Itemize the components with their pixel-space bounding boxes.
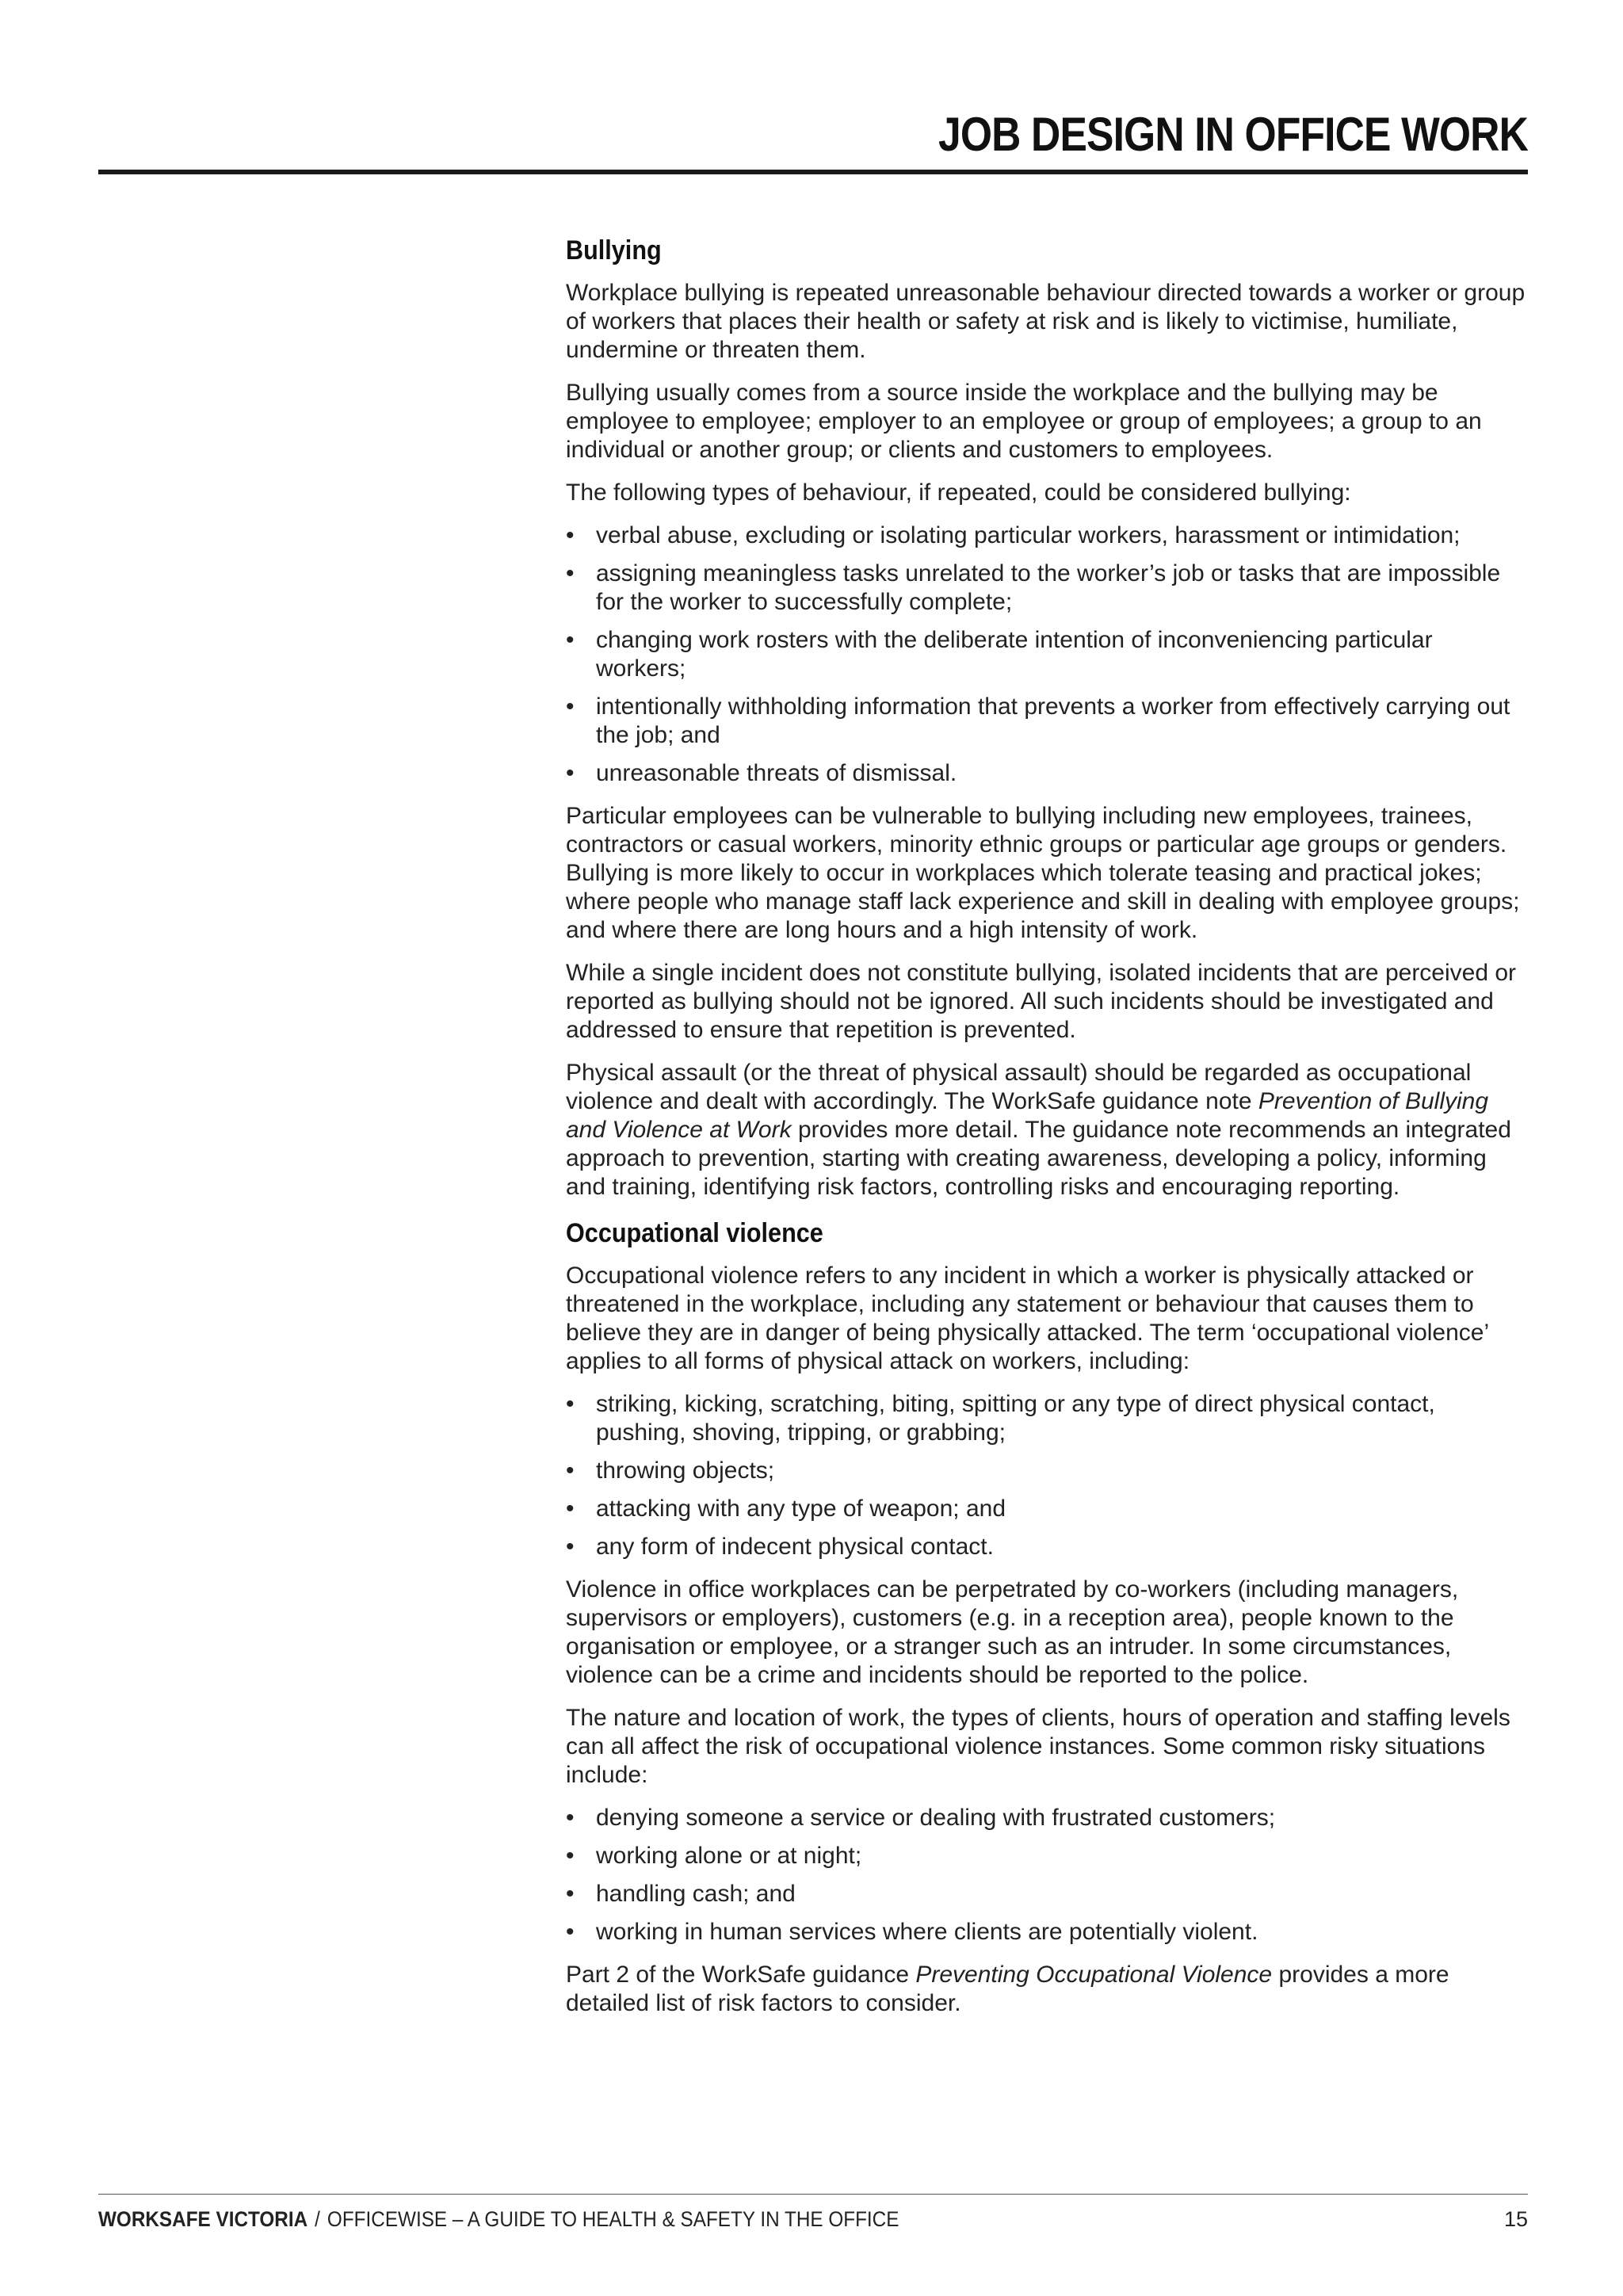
- list-item: • throwing objects;: [566, 1457, 1529, 1485]
- footer-publication-info: [98, 2207, 899, 2232]
- list-item: • assigning meaningless tasks unrelated to the worker’s job or tasks that are impossible for the worker to successfully complete;: [566, 560, 1529, 617]
- bullying-behaviour-list: [566, 521, 1529, 788]
- bullying-section: [566, 233, 1529, 1201]
- occupational-violence-heading: Occupational violence: [566, 1218, 823, 1248]
- footer-rule: [98, 2194, 1528, 2195]
- physical-attack-list: [566, 1390, 1529, 1561]
- footer-separator: /: [315, 2207, 320, 2231]
- violence-paragraph-2: Violence in office workplaces can be perpetrated by co-workers (including managers, supervisors or employers), customers (e.g. in a reception area), people known to the organisation or employee, or a stranger such as an intruder. In some circumstances, violence can be a crime and incidents should be reported to the police.: [566, 1576, 1459, 1688]
- footer-publication-title: OFFICEWISE – A GUIDE TO HEALTH & SAFETY IN THE OFFICE: [327, 2207, 899, 2231]
- list-item: • striking, kicking, scratching, biting, spitting or any type of direct physical contact, pushing, shoving, tripping, or grabbing;: [566, 1390, 1529, 1447]
- text-span: provides a more detailed list of risk factors to consider.: [566, 1962, 1449, 2016]
- bullying-paragraph-5: While a single incident does not constitute bullying, isolated incidents that are perceived or reported as bullying should not be ignored. All such incidents should be investigated and addressed to ensure that repetition is prevented.: [566, 960, 1517, 1043]
- list-item: • any form of indecent physical contact.: [566, 1533, 1529, 1561]
- list-item: • working alone or at night;: [566, 1842, 1529, 1870]
- bullying-paragraph-1: Workplace bullying is repeated unreasonable behaviour directed towards a worker or group of workers that places their health or safety at risk and is likely to victimise, humiliate, undermine or threaten them.: [566, 280, 1526, 363]
- risky-situations-list: [566, 1804, 1529, 1946]
- bullying-paragraph-6: [566, 1059, 1529, 1201]
- text-span: Part 2 of the WorkSafe guidance: [566, 1962, 916, 1988]
- violence-paragraph-4: [566, 1961, 1529, 2018]
- list-item: • working in human services where clients are potentially violent.: [566, 1918, 1529, 1946]
- page-footer: [98, 2194, 1528, 2232]
- bullying-heading: Bullying: [566, 235, 662, 266]
- list-item: • unreasonable threats of dismissal.: [566, 759, 1529, 788]
- bullying-paragraph-4: Particular employees can be vulnerable to bullying including new employees, trainees, contractors or casual workers, minority ethnic groups or particular age groups or genders. Bullying is more likely to occur in workplaces which tolerate teasing and practical jokes; where people who manage staff lack experience and skill in dealing with employee groups; and where there are long hours and a high intensity of work.: [566, 803, 1520, 943]
- list-item: • attacking with any type of weapon; and: [566, 1495, 1529, 1523]
- text-span: Physical assault (or the threat of physical assault) should be regarded as occupational violence and dealt with accordingly. The WorkSafe guidance note: [566, 1060, 1472, 1114]
- footer-organisation: WORKSAFE VICTORIA: [98, 2207, 308, 2231]
- list-item: • intentionally withholding information that prevents a worker from effectively carrying out the job; and: [566, 693, 1529, 750]
- occupational-violence-section: [566, 1216, 1529, 2018]
- header-rule: [98, 170, 1528, 174]
- page-header: [98, 108, 1528, 174]
- page-number: 15: [1503, 2207, 1528, 2231]
- text-span: provides more detail. The guidance note recommends an integrated approach to prevention, starting with creating awareness, developing a policy, informing and training, identifying risk factors, controlling risks and encouraging reporting.: [566, 1117, 1511, 1200]
- list-item: • changing work rosters with the deliberate intention of inconveniencing particular workers;: [566, 626, 1529, 683]
- violence-paragraph-1: Occupational violence refers to any incident in which a worker is physically attacked or threatened in the workplace, including any statement or behaviour that causes them to believe they are in danger of being physically attacked. The term ‘occupational violence’ applies to all forms of physical attack on workers, including:: [566, 1263, 1489, 1374]
- list-item: • verbal abuse, excluding or isolating particular workers, harassment or intimidation;: [566, 521, 1529, 550]
- footer-line: [98, 2207, 1528, 2232]
- list-item: • denying someone a service or dealing with frustrated customers;: [566, 1804, 1529, 1832]
- bullying-paragraph-3: The following types of behaviour, if repeated, could be considered bullying:: [566, 479, 1351, 506]
- bullying-paragraph-2: Bullying usually comes from a source inside the workplace and the bullying may be employee to employee; employer to an employee or group of employees; a group to an individual or another group; or clients and customers to employees.: [566, 380, 1482, 463]
- violence-paragraph-3: The nature and location of work, the types of clients, hours of operation and staffing levels can all affect the risk of occupational violence instances. Some common risky situations include:: [566, 1705, 1510, 1788]
- page-title: JOB DESIGN IN OFFICE WORK: [938, 108, 1528, 161]
- guidance-note-title: Prevention of Bullying and Violence at Work: [566, 1088, 1489, 1143]
- list-item: • handling cash; and: [566, 1880, 1529, 1908]
- main-content: [566, 233, 1529, 2032]
- guidance-title: Preventing Occupational Violence: [915, 1962, 1273, 1988]
